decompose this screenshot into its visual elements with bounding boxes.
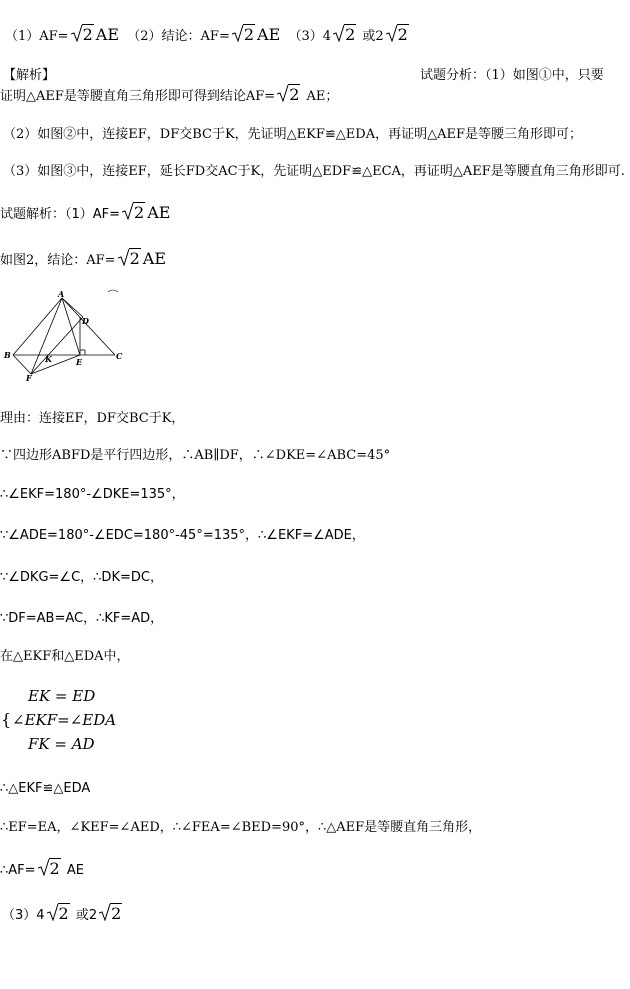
- analysis-line-1: 证明△AEF是等腰直角三角形即可得到结论AF= 2 AE；: [0, 85, 339, 104]
- proof-line-10: （3）4 2 或2 2: [2, 904, 122, 923]
- geometry-figure: [0, 286, 140, 386]
- sqrt-symbol: 2: [118, 250, 141, 268]
- system-brace: {: [1, 710, 12, 729]
- proof-line-7: ∴△EKF≌△EDA: [0, 781, 91, 796]
- sqrt-symbol: 2: [122, 204, 145, 222]
- analysis-intro: 试题分析：（1）如图①中，只要: [420, 68, 604, 83]
- proof-line-2: ∴∠EKF=180°-∠DKE=135°，: [0, 487, 185, 502]
- label-A: A: [58, 289, 65, 299]
- sqrt-symbol: 2: [71, 26, 94, 44]
- proof-line-1: ∵四边形ABFD是平行四边形，∴AB∥DF，∴∠DKE=∠ABC=45°: [0, 448, 391, 463]
- label-B: B: [4, 350, 11, 360]
- answer-part-3: （3）4: [288, 29, 332, 44]
- sqrt-symbol: 2: [47, 905, 70, 923]
- label-F: F: [26, 373, 32, 383]
- proof-line-4: ∵∠DKG=∠C，∴DK=DC，: [0, 570, 163, 585]
- system-eq-1: EK = ED: [28, 687, 96, 705]
- answer-part-1: （1）AF=: [5, 29, 69, 44]
- segment-FE: [31, 355, 80, 374]
- sqrt-symbol: 2: [99, 905, 122, 923]
- segment-AC: [62, 298, 115, 355]
- label-E: E: [76, 357, 83, 367]
- segment-BF: [13, 355, 31, 374]
- sqrt-symbol: 2: [333, 26, 356, 44]
- proof-line-5: ∵DF=AB=AC，∴KF=AD，: [0, 611, 164, 626]
- sqrt-symbol: 2: [38, 860, 61, 878]
- system-eq-3: FK = AD: [28, 735, 95, 753]
- proof-line-6: 在△EKF和△EDA中，: [0, 649, 130, 664]
- analysis-header: 【解析】: [3, 68, 56, 83]
- reason-line: 理由：连接EF，DF交BC于K，: [0, 411, 185, 426]
- label-D: D: [82, 316, 89, 326]
- answer-line: （1）AF= 2 AE （2）结论：AF= 2 AE （3）4 2 或2 2: [5, 25, 408, 44]
- sqrt-symbol: 2: [277, 86, 300, 104]
- solution-1: 试题解析：（1）AF= 2 AE: [0, 203, 171, 222]
- answer-part-2: （2）结论：AF=: [127, 29, 230, 44]
- sqrt-symbol: 2: [386, 26, 409, 44]
- solution-2: 如图2，结论：AF= 2 AE: [0, 249, 166, 268]
- analysis-line-3: （3）如图③中，连接EF，延长FD交AC于K，先证明△EDF≌△ECA，再证明△AEF是等腰直角三角形即可.: [3, 164, 625, 179]
- label-C: C: [116, 351, 123, 361]
- segment-AB: [13, 298, 62, 355]
- analysis-line-2: （2）如图②中，连接EF，DF交BC于K，先证明△EKF≌△EDA，再证明△AEF是等腰三角形即可；: [3, 127, 582, 142]
- proof-line-3: ∵∠ADE=180°-∠EDC=180°-45°=135°，∴∠EKF=∠ADE，: [0, 528, 365, 543]
- sqrt-symbol: 2: [232, 26, 255, 44]
- proof-line-8: ∴EF=EA，∠KEF=∠AED，∴∠FEA=∠BED=90°，∴△AEF是等腰直角三角形，: [0, 820, 482, 835]
- label-K: K: [45, 354, 52, 364]
- system-eq-2: ∠EKF=∠EDA: [12, 711, 117, 729]
- proof-line-9: ∴AF= 2 AE: [0, 859, 84, 878]
